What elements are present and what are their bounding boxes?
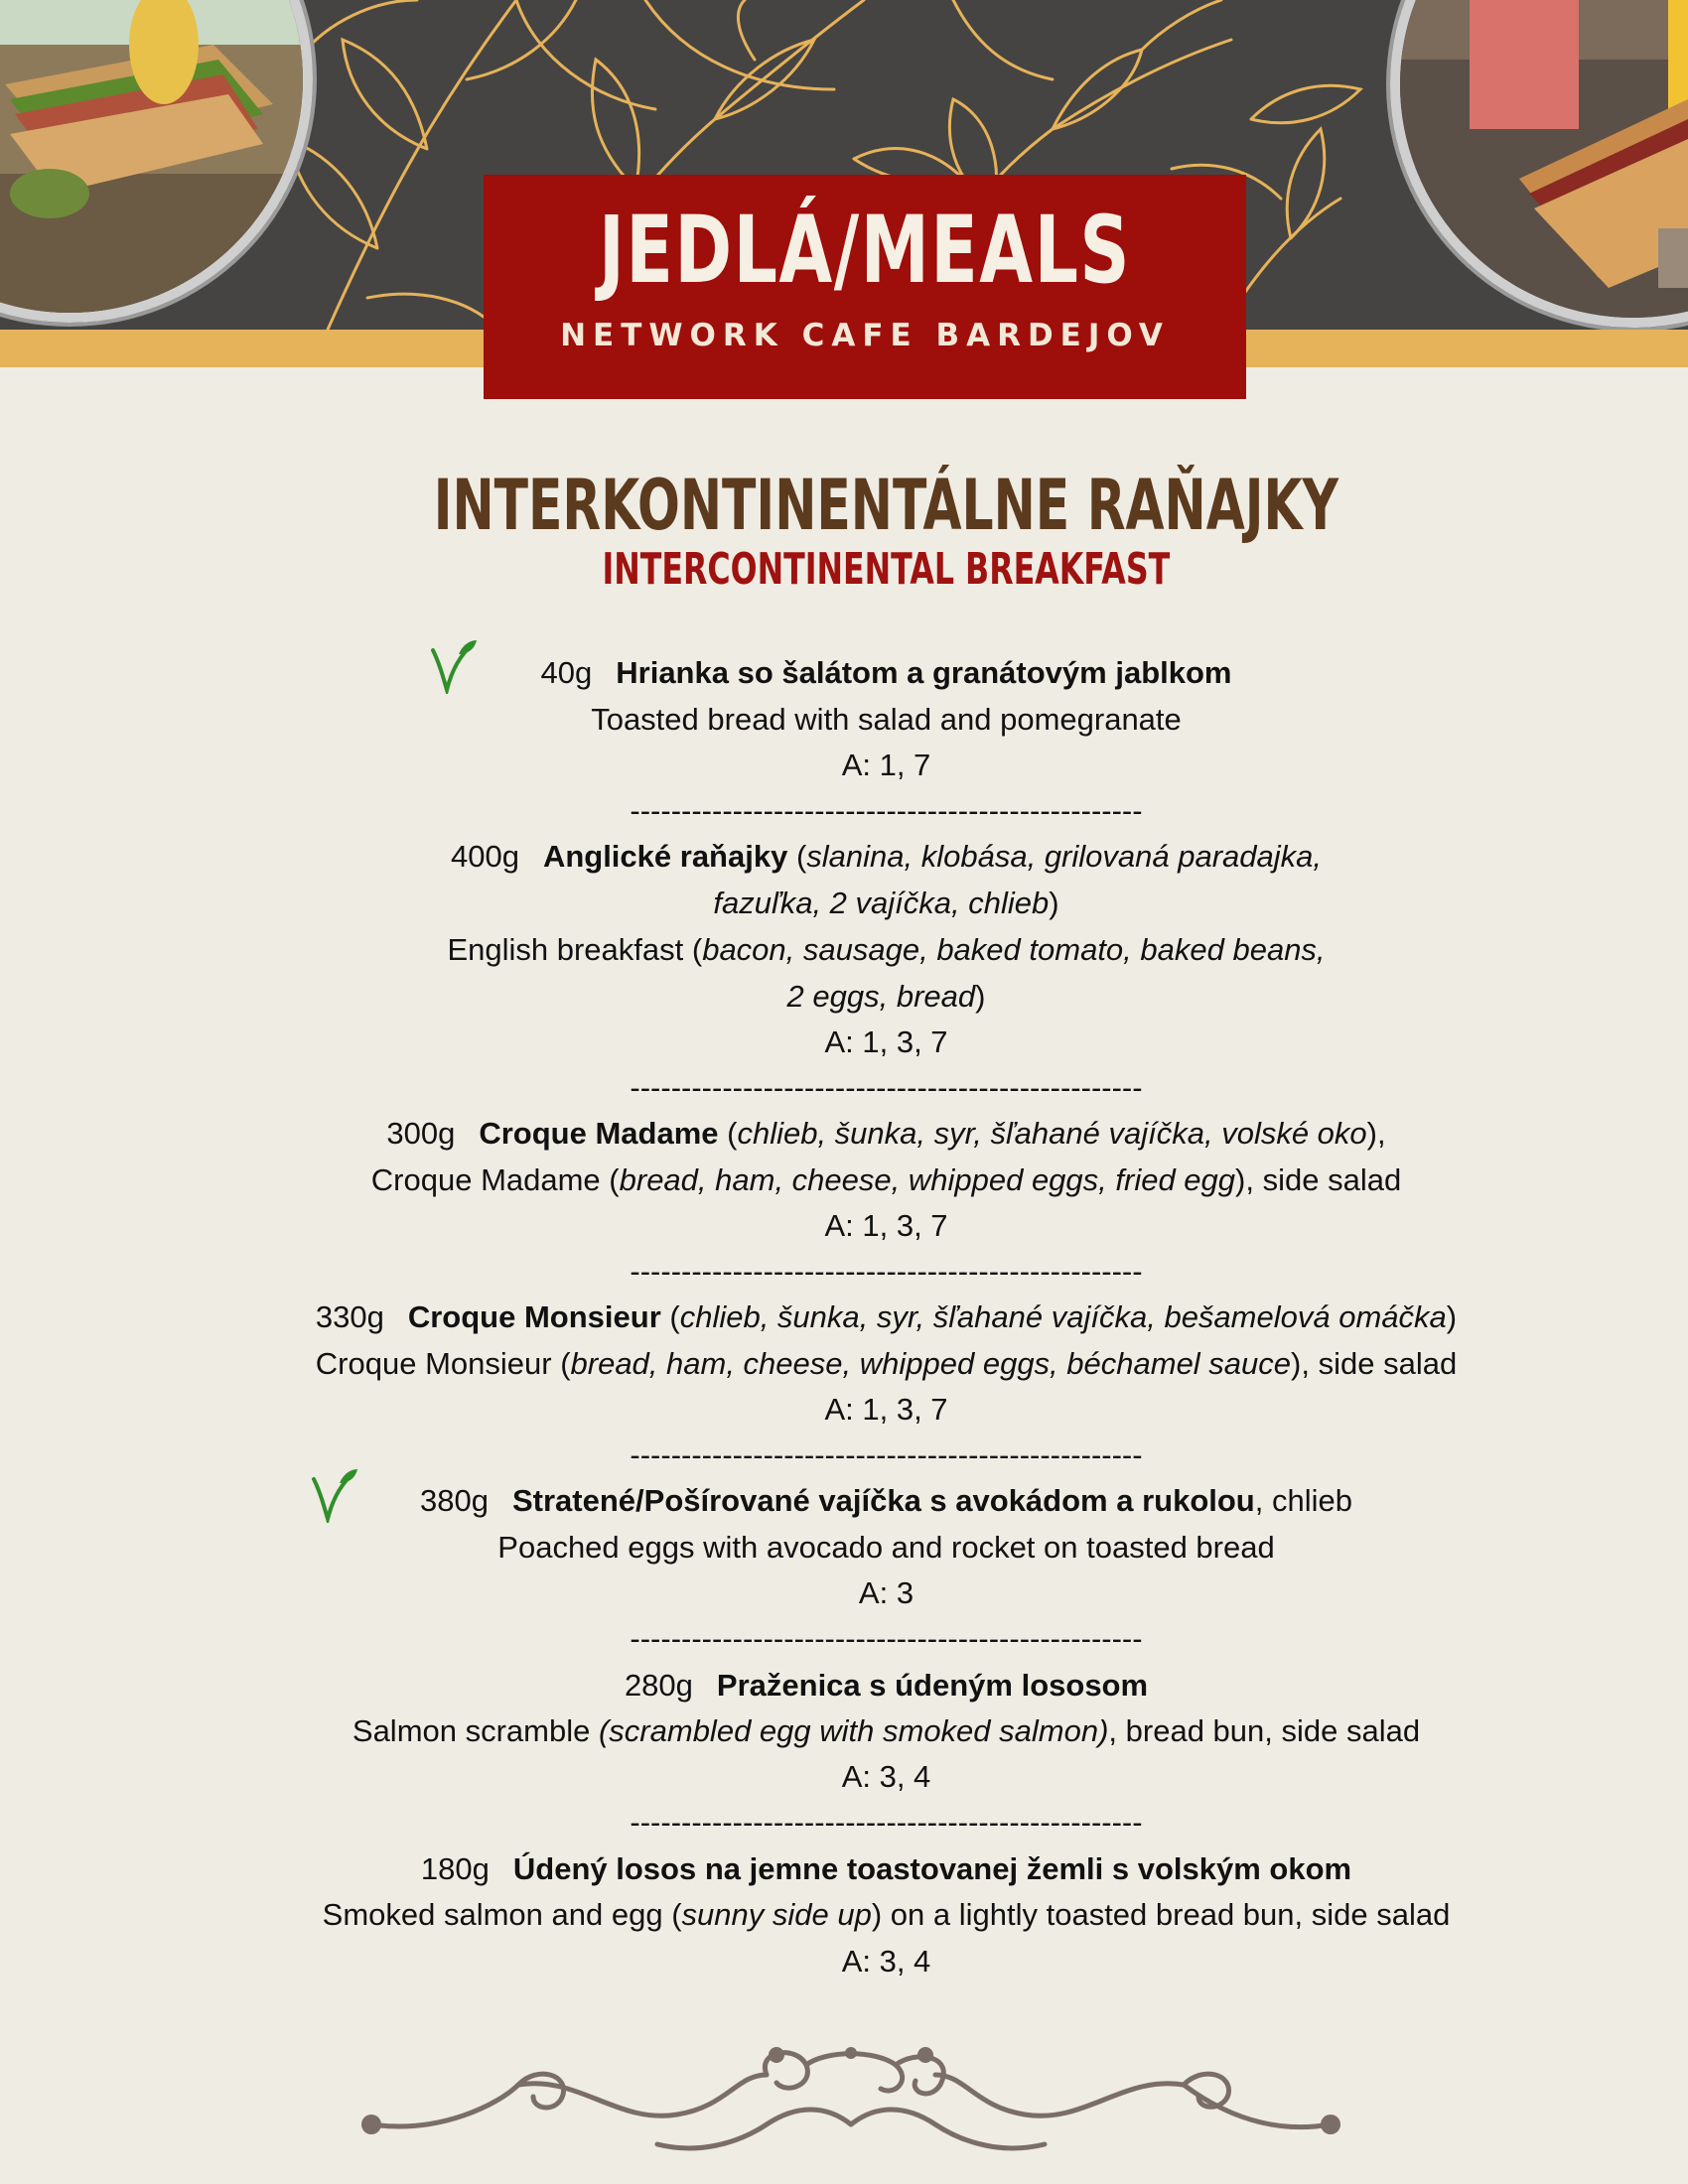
item-allergens: A: 1, 3, 7: [824, 1208, 948, 1243]
menu-item-title: [0, 1666, 1688, 1706]
separator: --------------------------------------------------: [630, 1437, 1143, 1472]
item-allergens: A: 3: [858, 1575, 914, 1610]
item-ingredients-en: sunny side up: [681, 1897, 872, 1932]
item-allergens: A: 3, 4: [841, 1759, 931, 1794]
item-description-en: Toasted bread with salad and pomegranate: [591, 702, 1182, 737]
separator: --------------------------------------------------: [630, 1254, 1143, 1289]
menu-item-line: Smoked salmon and egg (sunny side up) on a lightly toasted bread bun, side salad: [322, 1897, 1451, 1932]
section-title: INTERKONTINENTÁLNE RAŇAJKY: [433, 465, 1339, 546]
item-ingredients-sk: chlieb, šunka, syr, šľahané vajíčka, bešamelová omáčka: [679, 1299, 1447, 1334]
menu-item-title: 400g Anglické raňajky (slanina, klobása, grilovaná paradajka,: [450, 839, 1323, 874]
item-weight: 280g: [624, 1668, 693, 1703]
menu-item-title: [0, 1849, 1688, 1889]
menu-item-line: 2 eggs, bread): [786, 979, 986, 1014]
item-allergens: A: 1, 3, 7: [824, 1392, 948, 1427]
item-weight: 330g: [315, 1299, 384, 1334]
item-name-sk: Údený losos na jemne toastovanej žemli s volským okom: [512, 1851, 1352, 1886]
item-ingredients-sk: chlieb, šunka, syr, šľahané vajíčka, volské oko: [737, 1116, 1367, 1151]
menu-item-line: English breakfast (bacon, sausage, baked tomato, baked beans,: [447, 932, 1326, 967]
separator: --------------------------------------------------: [630, 793, 1143, 828]
item-allergens: A: 3, 4: [841, 1944, 931, 1979]
item-name-sk: Stratené/Pošírované vajíčka s avokádom a rukolou: [511, 1483, 1255, 1518]
item-extra-en: , side salad: [1245, 1162, 1402, 1197]
menu-item-title: 300g Croque Madame (chlieb, šunka, syr, šľahané vajíčka, volské oko),: [386, 1116, 1386, 1151]
item-name-en: Croque Monsieur: [315, 1346, 552, 1381]
item-name-sk: Croque Monsieur: [407, 1299, 661, 1334]
item-ingredients-en: bread, ham, cheese, whipped eggs, béchamel sauce: [570, 1346, 1292, 1381]
item-ingredients-sk: fazuľka, 2 vajíčka, chlieb: [713, 886, 1050, 920]
menu-item-line: Croque Madame (bread, ham, cheese, whipped eggs, fried egg), side salad: [370, 1162, 1402, 1197]
item-name-sk: Hrianka so šalátom a granátovým jablkom: [616, 655, 1232, 690]
item-name-en: English breakfast: [447, 932, 684, 967]
item-extra-en: , bread bun, side salad: [1108, 1713, 1421, 1748]
item-ingredients-en: (scrambled egg with smoked salmon): [598, 1713, 1109, 1748]
ornament-flourish: [359, 2045, 1342, 2164]
item-extra-en: , side salad: [1301, 1346, 1458, 1381]
item-name-sk: Croque Madame: [479, 1116, 719, 1151]
item-allergens: A: 1, 3, 7: [824, 1024, 948, 1059]
menu-item-title: [0, 1481, 1688, 1521]
section-subtitle: INTERCONTINENTAL BREAKFAST: [602, 544, 1171, 595]
menu-item-line: fazuľka, 2 vajíčka, chlieb): [713, 886, 1059, 920]
item-name-en: Smoked salmon and egg: [322, 1897, 672, 1932]
item-weight: 300g: [386, 1116, 456, 1151]
menu-item-title: [0, 653, 1688, 693]
separator: --------------------------------------------------: [630, 1070, 1143, 1105]
item-description-en: Poached eggs with avocado and rocket on toasted bread: [497, 1530, 1275, 1565]
separator: --------------------------------------------------: [630, 1621, 1143, 1656]
separator: --------------------------------------------------: [630, 1805, 1143, 1840]
menu-item-title: 330g Croque Monsieur (chlieb, šunka, syr, šľahané vajíčka, bešamelová omáčka): [315, 1299, 1458, 1334]
menu-item-line: [0, 1711, 1688, 1751]
item-ingredients-en: bread, ham, cheese, whipped eggs, fried egg: [619, 1162, 1236, 1197]
item-name-sk: Anglické raňajky: [542, 839, 788, 874]
item-ingredients-en: 2 eggs, bread: [786, 979, 976, 1014]
cafe-name: NETWORK CAFE BARDEJOV: [560, 318, 1170, 353]
item-allergens: A: 1, 7: [841, 748, 931, 782]
item-weight: 180g: [420, 1851, 490, 1886]
item-weight: 380g: [420, 1483, 489, 1518]
page-title: JEDLÁ/MEALS: [599, 197, 1131, 305]
item-extra-en: on a lightly toasted bread bun, side salad: [882, 1897, 1451, 1932]
item-weight: 40g: [540, 655, 593, 690]
item-weight: 400g: [450, 839, 519, 874]
item-name-en: Croque Madame: [370, 1162, 601, 1197]
menu-item-line: Croque Monsieur (bread, ham, cheese, whipped eggs, béchamel sauce), side salad: [315, 1346, 1458, 1381]
item-ingredients-en: bacon, sausage, baked tomato, baked beans,: [702, 932, 1326, 967]
item-name-en: Salmon scramble: [352, 1713, 599, 1748]
title-box: [484, 175, 1246, 399]
item-name-sk: Praženica s údeným lososom: [716, 1668, 1149, 1703]
item-ingredients-sk: slanina, klobása, grilovaná paradajka,: [806, 839, 1323, 874]
item-extra-sk: , chlieb: [1254, 1483, 1352, 1518]
